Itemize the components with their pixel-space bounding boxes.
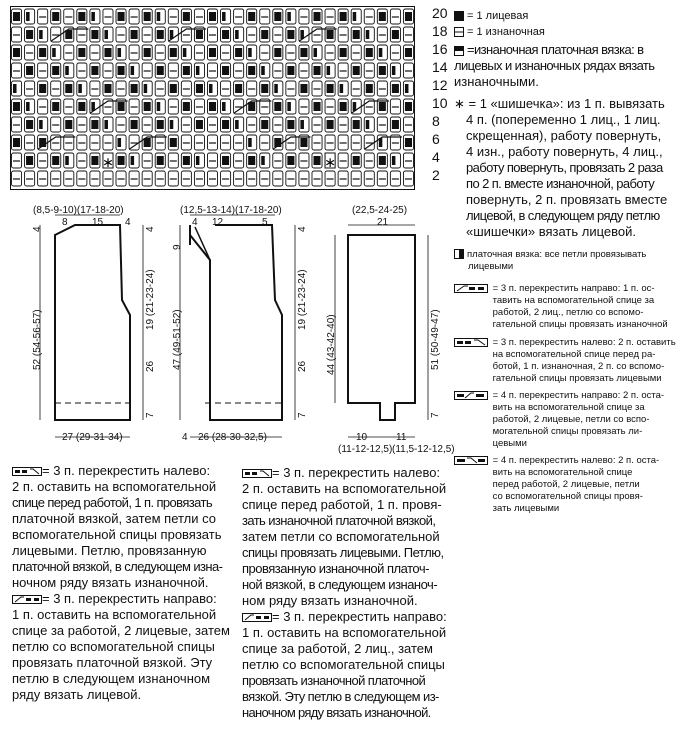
cable-4-right: = 4 п. перекрестить направо: 2 п. оста- вить на вспомогательной спице за работой, 2 лицевые, петли со вспо- могательной спицы провязать ли- цевыми <box>454 390 684 450</box>
svg-text:∗: ∗ <box>102 155 114 171</box>
legend-purl: = 1 изнаночная <box>454 24 545 40</box>
sleeve-top-21: 21 <box>377 217 389 228</box>
cable-3-right-garter-icon <box>12 595 42 604</box>
front-neck-9: 9 <box>172 244 183 250</box>
front-side: 26 <box>297 360 308 372</box>
bottom-left-legend: = 3 п. перекрестить налево: 2 п. оставить на вспомогательной спице перед работой, 1 п. провязать платочной вязкой, затем петли со вспомогательной спицы провязать лицевыми. Петлю, провязанную платочной вязкой, в следующем изна- ночном ряду вязать изнаночной. = 3 п. перекрестить направо: 1 п. оставить на вспомогательной спице за работой, 2 лицевые, затем петлю со вспомогательной спицы провязать платочной вязкой. Эту петлю в следующем изнаночном ряду вязать лицевой. <box>12 463 230 702</box>
front-width: 26 (28-30-32,5) <box>198 432 267 443</box>
garter-purl-symbol-icon <box>454 46 464 56</box>
row-number: 12 <box>432 77 448 93</box>
sleeve-w1: 10 <box>356 432 368 443</box>
back-armhole: 19 (21-23-24) <box>145 269 156 330</box>
row-number: 6 <box>432 131 440 147</box>
cable-3-left-garter-icon <box>12 467 42 476</box>
legend-knit: = 1 лицевая <box>454 8 528 24</box>
sleeve-rib: 7 <box>430 412 441 418</box>
knit-symbol-icon <box>454 11 464 21</box>
sleeve-w1b: (11-12-12,5) <box>338 444 393 455</box>
front-armhole: 19 (21-23-24) <box>297 269 308 330</box>
cable-3-right-purl-garter-icon <box>242 613 272 622</box>
cable-4-right-icon <box>454 391 488 400</box>
svg-text:∗: ∗ <box>324 155 336 171</box>
cable-4-left-icon <box>454 456 488 465</box>
front-height: 47 (49-51-52) <box>172 309 183 370</box>
row-number: 20 <box>432 5 448 21</box>
front-rib: 7 <box>297 412 308 418</box>
front-right-4: 4 <box>297 226 308 232</box>
sleeve-outline <box>335 225 428 437</box>
garter-knit-symbol-icon <box>454 249 464 259</box>
cable-3-right-icon <box>454 284 488 293</box>
cable-4-left: = 4 п. перекрестить налево: 2 п. оста- вить на вспомогательной спице перед работой, 2 лицевые, петли со вспомогательной спицы провя- зать лицевыми <box>454 455 684 515</box>
row-number: 4 <box>432 149 440 165</box>
front-piece-outline <box>180 215 295 437</box>
bottom-mid-legend: = 3 п. перекрестить налево: 2 п. оставить на вспомогательной спице перед работой, 1 п. провя- зать изнаночной платочной вязкой, затем петли со вспомогательной спицы провязать лицевыми. Петлю, провязанную изнаночной платоч- ной вязкой, в следующем изнаноч- ном ряду вязать изнаночной. = 3 п. перекрестить направо: 1 п. оставить на вспомогательной спице за работой, 2 лиц., затем петлю со вспомогательной спицы провязать изнаночной платочной вязкой. Эту петлю в следующем из- наночном ряду вязать изнаночной. <box>242 465 447 720</box>
row-number: 10 <box>432 95 448 111</box>
back-top-label: (8,5-9-10)(17-18-20) <box>33 205 124 216</box>
knitting-chart <box>10 6 415 190</box>
front-top-label: (12,5-13-14)(17-18-20) <box>180 205 282 216</box>
back-top-4: 4 <box>145 226 156 232</box>
front-12: 12 <box>212 217 224 228</box>
sleeve-total: 51 (50-49-47) <box>430 309 441 370</box>
pattern-schematics <box>0 205 450 465</box>
sleeve-w2b: (11,5-12-12,5) <box>392 444 455 455</box>
back-4: 4 <box>125 217 131 228</box>
front-5: 5 <box>262 217 268 228</box>
back-height: 52 (54-56-57) <box>32 309 43 370</box>
back-neck-15: 15 <box>92 217 104 228</box>
legend-garter: =изнаночная платочная вязка: в лицевых и изнаночных рядах вязать изнаночными. <box>454 42 655 89</box>
cable-3-left-icon <box>454 338 488 347</box>
row-number: 18 <box>432 23 448 39</box>
back-shoulder-8: 8 <box>62 217 68 228</box>
cable-3-left-purl-garter-icon <box>242 469 272 478</box>
cable-3-right: = 3 п. перекрестить направо: 1 п. ос- тавить на вспомогательной спице за работой, 2 лиц., петлю со вспомо- гательной спицы провязать изнаночной <box>454 283 684 331</box>
back-side: 26 <box>145 360 156 372</box>
row-number: 16 <box>432 41 448 57</box>
back-width: 27 (29-31-34) <box>62 432 123 443</box>
sleeve-height: 44 (43-42-40) <box>326 314 337 375</box>
purl-symbol-icon <box>454 27 464 37</box>
cable-3-left: = 3 п. перекрестить налево: 2 п. оставить на вспомогательной спице перед ра- ботой, 1 п. изнаночная, 2 п. со вспомо- гательной спицы провязать лицевыми <box>454 337 684 385</box>
legend-garter-knit: платочная вязка: все петли провязывать лицевыми <box>454 249 684 273</box>
sleeve-w2: 11 <box>396 432 407 443</box>
back-rib: 7 <box>145 412 156 418</box>
row-number: 8 <box>432 113 440 129</box>
row-number: 2 <box>432 167 440 183</box>
back-piece-outline <box>40 215 143 437</box>
back-left-4: 4 <box>32 226 43 232</box>
front-4: 4 <box>192 217 198 228</box>
legend-bobble: ∗ = 1 «шишечка»: из 1 п. вывязать 4 п. (попеременно 1 лиц., 1 лиц. скрещенная), работу повернуть, 4 изн., работу повернуть, 4 лиц., работу повернуть, провязать 2 раза по 2 п. вместе изнаночной, работу повернуть, 2 п. провязать вместе лицевой, в следующем ряду петлю «шишечки» вязать лицевой. <box>454 96 668 239</box>
front-width-4: 4 <box>182 432 188 443</box>
row-number: 14 <box>432 59 448 75</box>
sleeve-top-label: (22,5-24-25) <box>352 205 408 216</box>
